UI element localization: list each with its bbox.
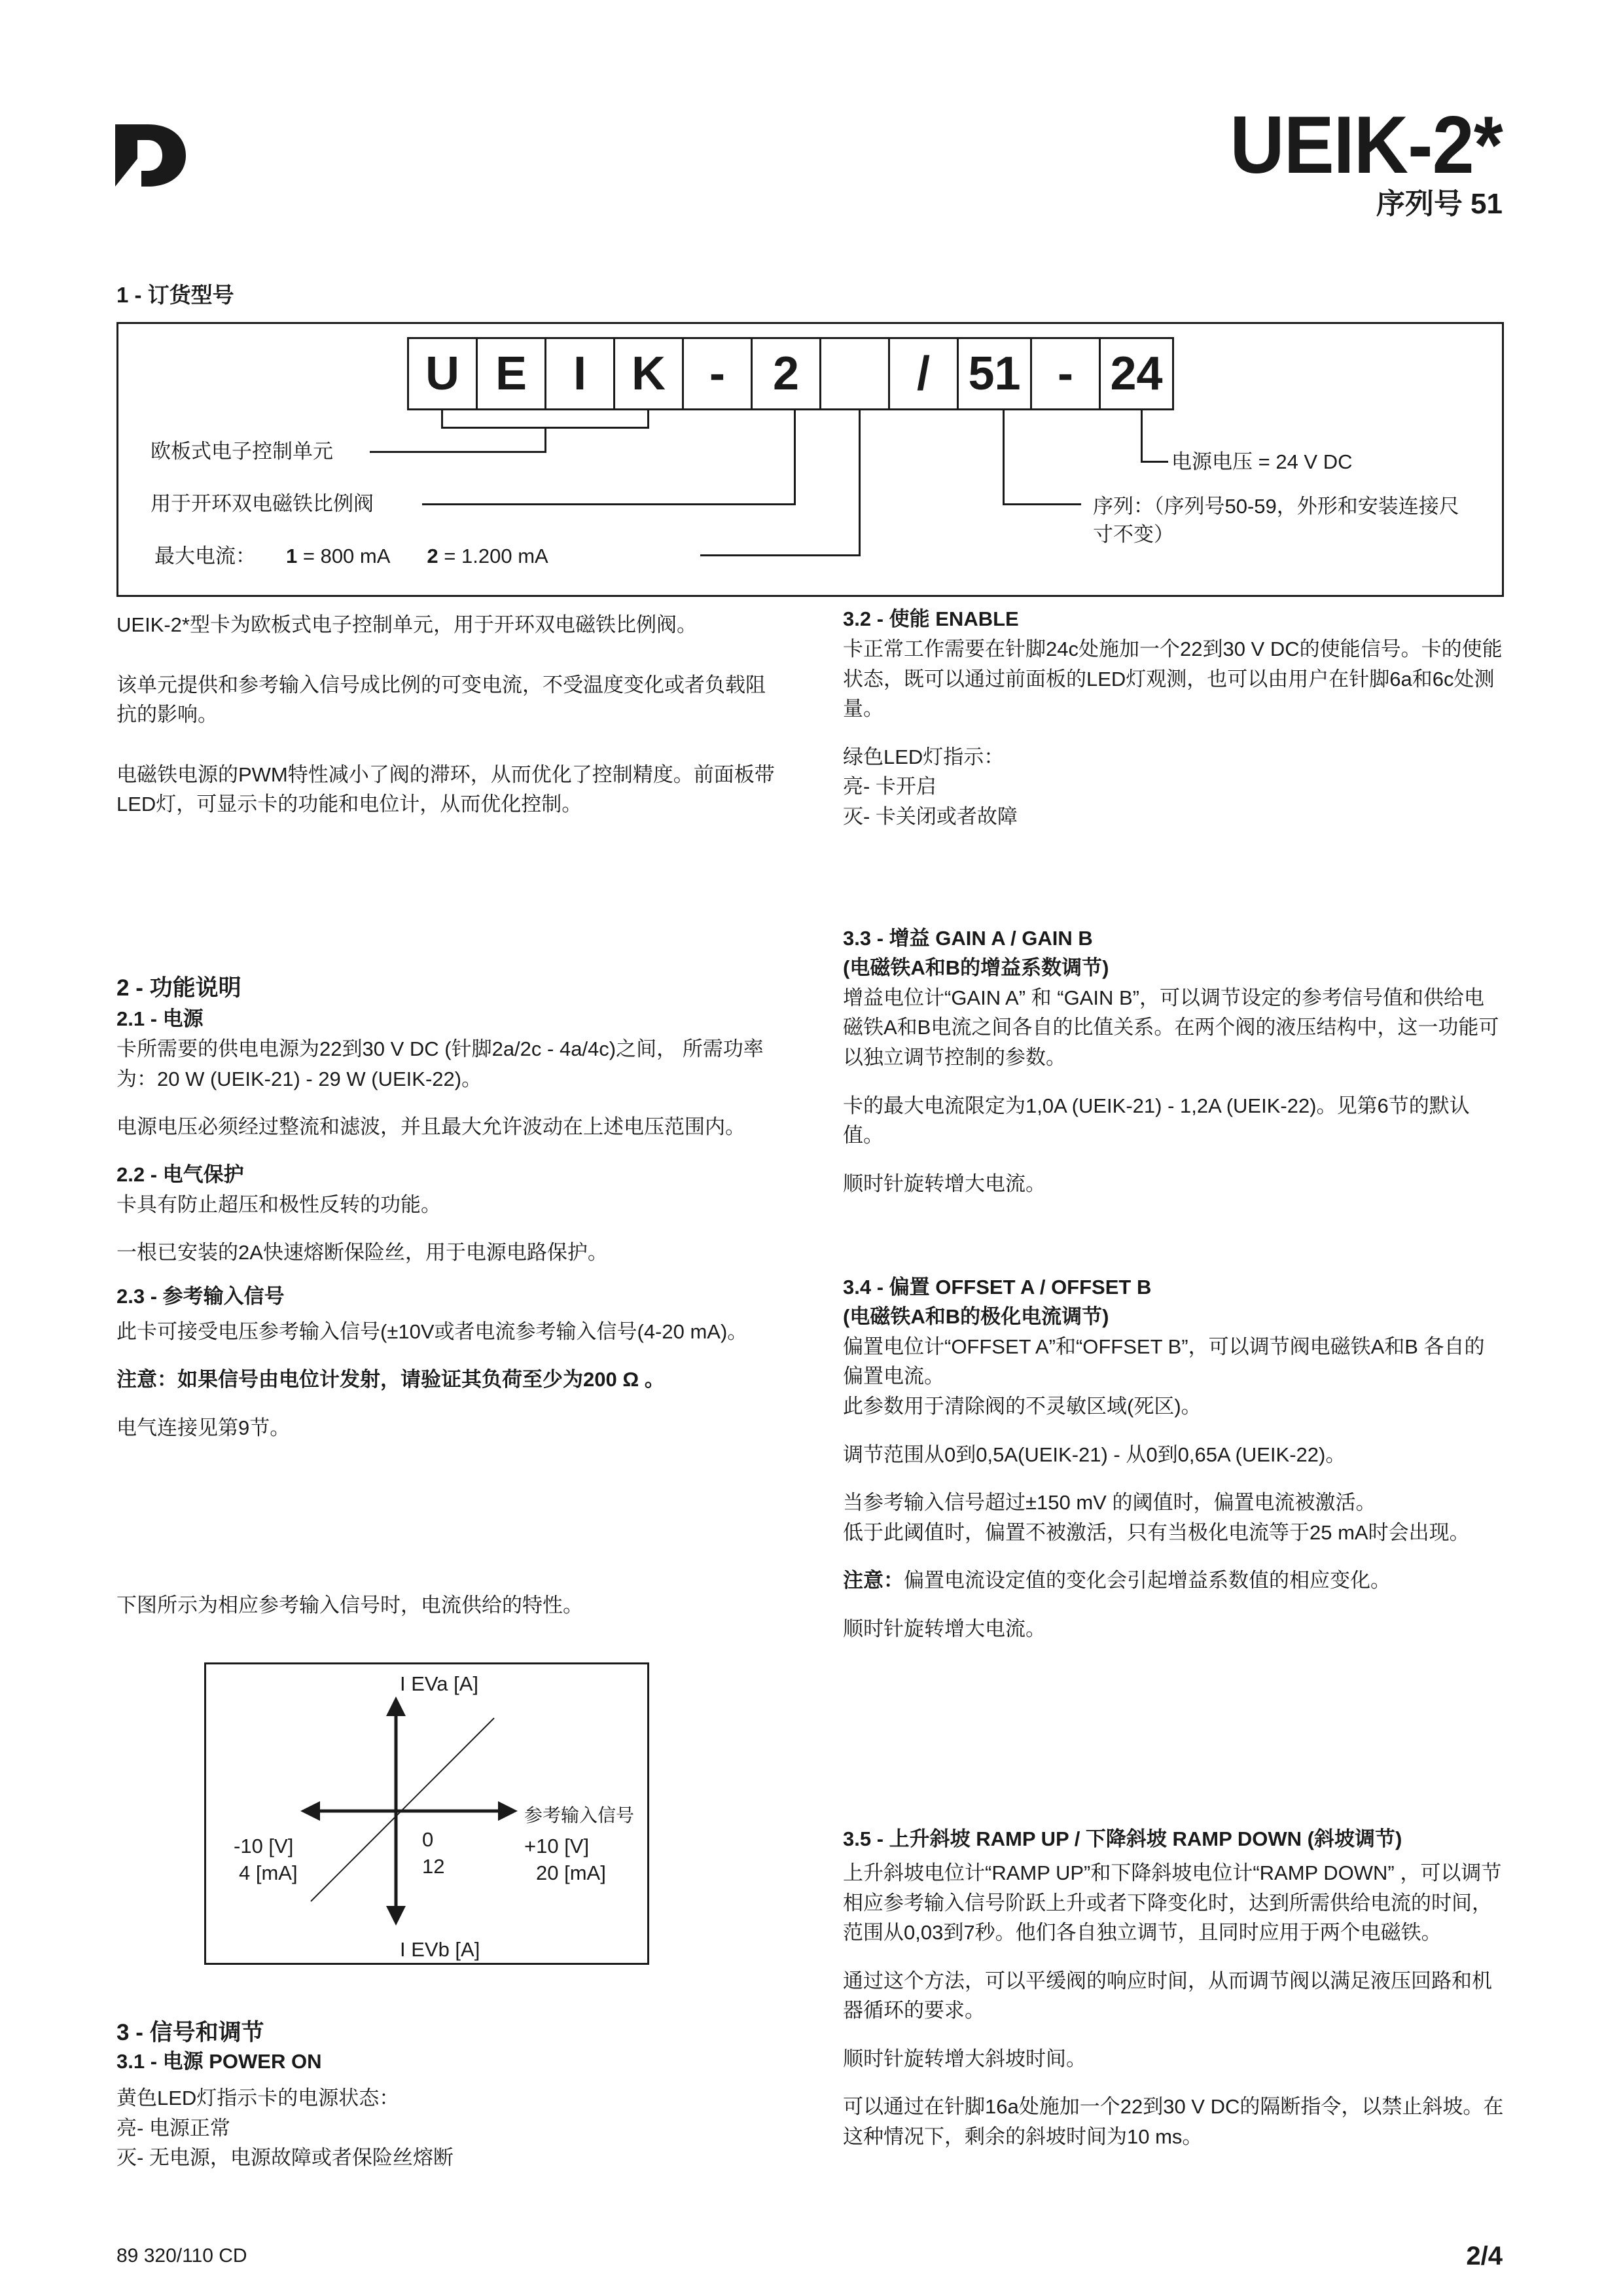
note-label: 注意： xyxy=(843,1569,904,1592)
company-logo xyxy=(115,124,186,187)
section-3-3-subtitle: (电磁铁A和B的增益系数调节) xyxy=(843,956,1109,979)
section-3-3-paragraph-2: 卡的最大电流限定为1,0A (UEIK-21) - 1,2A (UEIK-22)。见第6节的默认值。 xyxy=(843,1094,1470,1147)
label-zero-current: 12 xyxy=(422,1855,445,1878)
section-3-2-title: 3.2 - 使能 ENABLE xyxy=(843,607,1019,630)
product-title: UEIK-2* xyxy=(1230,100,1503,190)
section-2-3-title: 2.3 - 参考输入信号 xyxy=(116,1284,285,1308)
section-3-4-paragraph-3b: 低于此阈值时，偏置不被激活，只有当极化电流等于25 mA时会出现。 xyxy=(843,1520,1470,1544)
current-option-2-value: = 1.200 mA xyxy=(438,545,548,567)
section-3-5-paragraph-4: 可以通过在针脚16a处施加一个22到30 V DC的隔断指令，以禁止斜坡。在这种情况下，剩余的斜坡时间为10 ms。 xyxy=(843,2095,1504,2148)
left-column xyxy=(116,610,777,819)
section-2-content xyxy=(116,1005,777,1443)
label-neg-current: 4 [mA] xyxy=(239,1861,298,1884)
section-3-4-subtitle: (电磁铁A和B的极化电流调节) xyxy=(843,1304,1109,1328)
label-valve-type: 用于开环双电磁铁比例阀 xyxy=(151,492,374,515)
code-cell: / xyxy=(888,337,959,410)
section-3-5-content xyxy=(843,1825,1504,2151)
section-3-4-title: 3.4 - 偏置 OFFSET A / OFFSET B xyxy=(843,1276,1152,1299)
section-3-4-content xyxy=(843,1273,1504,1643)
section-2-1-paragraph-2: 电源电压必须经过整流和滤波，并且最大允许波动在上述电压范围内。 xyxy=(116,1115,745,1139)
section-3-5-paragraph-1: 上升斜坡电位计“RAMP UP”和下降斜坡电位计“RAMP DOWN” ，可以调节相应参考输入信号阶跃上升或者下降变化时，达到所需供给电流的时间，范围从0,03到7秒。他们各自独立调节，且同时应用于两个电磁铁。 xyxy=(843,1861,1502,1945)
section-2-1-paragraph-1: 卡所需要的供电电源为22到30 V DC (针脚2a/2c - 4a/4c)之间， 所需功率为：20 W (UEIK-21) - 29 W (UEIK-22)。 xyxy=(116,1037,764,1090)
section-2-3-paragraph-2: 电气连接见第9节。 xyxy=(116,1416,291,1439)
intro-paragraph-2: 该单元提供和参考输入信号成比例的可变电流，不受温度变化或者负载阻抗的影响。 xyxy=(116,673,766,726)
section-2-2-paragraph-1: 卡具有防止超压和极性反转的功能。 xyxy=(116,1193,441,1216)
label-pos-current: 20 [mA] xyxy=(536,1861,606,1884)
label-neg-voltage: -10 [V] xyxy=(234,1835,294,1857)
section-3-4-paragraph-1b: 此参数用于清除阀的不灵敏区域(死区)。 xyxy=(843,1395,1202,1418)
section-3-3-content xyxy=(843,924,1504,1198)
section-3-4-paragraph-2: 调节范围从0到0,5A(UEIK-21) - 从0到0,65A (UEIK-22)。 xyxy=(843,1443,1346,1466)
section-2-heading: 2 - 功能说明 xyxy=(116,975,241,1001)
max-current-prefix: 最大电流： xyxy=(154,545,256,567)
current-characteristic-graph xyxy=(204,1662,649,1965)
intro-paragraph-3: 电磁铁电源的PWM特性减小了阀的滞环，从而优化了控制精度。前面板带LED灯，可显示卡的功能和电位计，从而优化控制。 xyxy=(116,762,775,816)
document-code: 89 320/110 CD xyxy=(116,2245,247,2267)
section-3-5-paragraph-3: 顺时针旋转增大斜坡时间。 xyxy=(843,2047,1086,2070)
code-cell: U xyxy=(407,337,478,410)
note-text: 偏置电流设定值的变化会引起增益系数值的相应变化。 xyxy=(904,1569,1391,1592)
code-cell: - xyxy=(682,337,753,410)
section-3-5-paragraph-2: 通过这个方法，可以平缓阀的响应时间，从而调节阀以满足液压回路和机器循环的要求。 xyxy=(843,1969,1492,2022)
section-3-3-title: 3.3 - 增益 GAIN A / GAIN B xyxy=(843,927,1093,950)
label-max-current xyxy=(154,542,548,570)
intro-paragraph-1: UEIK-2*型卡为欧板式电子控制单元，用于开环双电磁铁比例阀。 xyxy=(116,613,697,636)
code-cell: K xyxy=(613,337,684,410)
series-label: 序列号 51 xyxy=(1376,188,1503,220)
section-3-2-line-3: 灭- 卡关闭或者故障 xyxy=(843,804,1018,828)
section-3-1-title: 3.1 - 电源 POWER ON xyxy=(116,2050,322,2073)
current-option-1-key: 1 xyxy=(286,545,298,567)
y-axis-bottom-label: I EVb [A] xyxy=(400,1938,480,1961)
section-1-heading: 1 - 订货型号 xyxy=(116,283,234,307)
label-series: 序列：（序列号50-59，外形和安装连接尺寸不变） xyxy=(1093,495,1459,547)
section-3-4-paragraph-1: 偏置电位计“OFFSET A”和“OFFSET B”，可以调节阀电磁铁A和B 各自的偏置电流。 xyxy=(843,1335,1485,1388)
current-option-1-value: = 800 mA xyxy=(297,545,391,567)
code-cell xyxy=(819,337,890,410)
section-3-2-line-1: 绿色LED灯指示： xyxy=(843,745,1005,768)
label-supply-voltage: 电源电压 = 24 V DC xyxy=(1171,450,1353,473)
section-3-heading: 3 - 信号和调节 xyxy=(116,2020,264,2045)
current-option-2-key: 2 xyxy=(427,545,438,567)
section-3-2-paragraph-1: 卡正常工作需要在针脚24c处施加一个22到30 V DC的使能信号。卡的使能状态，既可以通过前面板的LED灯观测，也可以由用户在针脚6a和6c处测量。 xyxy=(843,637,1503,721)
section-3-4-paragraph-3: 当参考输入信号超过±150 mV 的阈值时，偏置电流被激活。 xyxy=(843,1491,1376,1515)
section-3-4-note xyxy=(843,1566,1504,1596)
section-3-1-line-2: 亮- 电源正常 xyxy=(116,2116,230,2140)
code-cell: 24 xyxy=(1099,337,1174,410)
code-cell: E xyxy=(476,337,546,410)
section-2-3-note: 注意：如果信号由电位计发射，请验证其负荷至少为200 Ω 。 xyxy=(116,1368,665,1391)
code-cell: I xyxy=(544,337,615,410)
graph-intro: 下图所示为相应参考输入信号时，电流供给的特性。 xyxy=(116,1594,583,1617)
section-3-5-title: 3.5 - 上升斜坡 RAMP UP / 下降斜坡 RAMP DOWN (斜坡调节) xyxy=(843,1827,1402,1850)
section-3-2-line-2: 亮- 卡开启 xyxy=(843,775,936,798)
label-zero-voltage: 0 xyxy=(422,1828,434,1851)
section-3-3-paragraph-1: 增益电位计“GAIN A” 和 “GAIN B”，可以调节设定的参考信号值和供给电磁铁A和B电流之间各自的比值关系。在两个阀的液压结构中，这一功能可以独立调节控制的参数。 xyxy=(843,986,1499,1069)
x-axis-label: 参考输入信号 xyxy=(524,1805,635,1825)
section-2-2-paragraph-2: 一根已安装的2A快速熔断保险丝，用于电源电路保护。 xyxy=(116,1241,608,1265)
section-3-1-line-1: 黄色LED灯指示卡的电源状态： xyxy=(116,2086,400,2109)
section-3-3-paragraph-3: 顺时针旋转增大电流。 xyxy=(843,1172,1046,1195)
label-pos-voltage: +10 [V] xyxy=(524,1835,590,1857)
section-2-1-title: 2.1 - 电源 xyxy=(116,1007,204,1030)
code-cell: - xyxy=(1030,337,1101,410)
section-2-2-title: 2.2 - 电气保护 xyxy=(116,1162,244,1186)
section-2-3-paragraph-1: 此卡可接受电压参考输入信号(±10V或者电流参考输入信号(4-20 mA)。 xyxy=(116,1319,748,1343)
section-3-4-paragraph-4: 顺时针旋转增大电流。 xyxy=(843,1617,1046,1640)
y-axis-top-label: I EVa [A] xyxy=(400,1672,479,1695)
section-3-2-content xyxy=(843,605,1504,831)
page-number: 2/4 xyxy=(1466,2242,1503,2270)
section-3-1-line-3: 灭- 无电源，电源故障或者保险丝熔断 xyxy=(116,2146,454,2170)
code-cell: 51 xyxy=(957,337,1032,410)
label-card-type: 欧板式电子控制单元 xyxy=(151,440,333,463)
section-3-1-content xyxy=(116,2047,777,2173)
code-cell: 2 xyxy=(751,337,821,410)
